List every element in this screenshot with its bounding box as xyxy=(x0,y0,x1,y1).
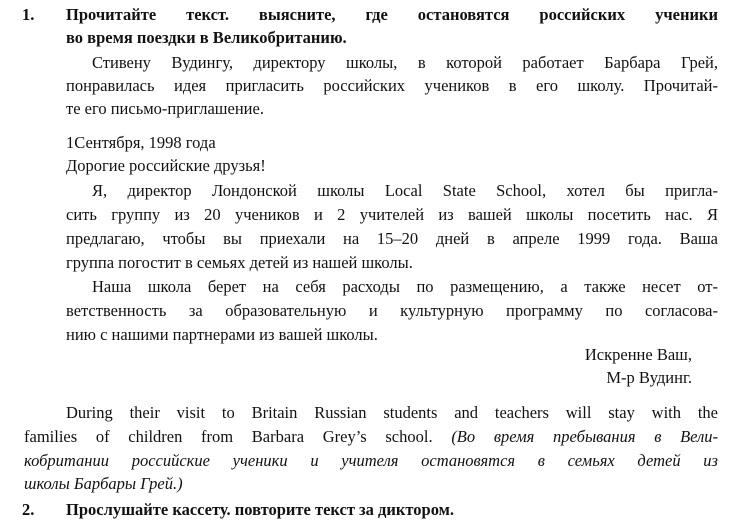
letter-p2-line1: Наша школа берет на себя расходы по размещению, а также несет от- xyxy=(92,277,718,296)
intro-line1: Стивену Вудингу, директору школы, в которой работает Барбара Грей, xyxy=(92,53,718,72)
letter-closing: Искренне Ваш, xyxy=(584,345,692,364)
answer-line2-english: families of children from Barbara Grey’s school. xyxy=(24,427,433,446)
intro-line3: те его письмо-приглашение. xyxy=(66,99,264,118)
answer-line2 xyxy=(24,426,718,447)
letter-p1-line4: группа погостит в семьях детей из нашей школы. xyxy=(66,253,413,272)
answer-line2-russian: (Во время пребывания в Вели- xyxy=(451,427,719,446)
answer-line3: кобритании российские ученики и учителя остановятся в семьях детей из xyxy=(24,451,718,470)
task2-title: Прослушайте кассету. повторите текст за диктором. xyxy=(66,500,455,519)
intro-line2: понравилась идея пригласить российских учеников в его школу. Прочитай- xyxy=(66,76,718,95)
task2-number: 2. xyxy=(22,500,35,519)
task1-number: 1. xyxy=(22,5,35,24)
letter-date: 1Сентября, 1998 года xyxy=(66,133,216,152)
letter-p1-line1: Я, директор Лондонской школы Local State School, хотел бы пригла- xyxy=(92,181,718,200)
letter-p1-line2: сить группу из 20 учеников и 2 учителей из вашей школы посетить нас. Я xyxy=(66,205,718,224)
letter-signature: М-р Вудинг. xyxy=(606,368,692,387)
letter-greeting: Дорогие российские друзья! xyxy=(66,156,266,175)
answer-line1: During their visit to Britain Russian students and teachers will stay with the xyxy=(66,403,718,422)
task1-title-line1: Прочитайте текст. выясните, где остановятся российских ученики xyxy=(66,5,718,24)
letter-p2-line3: нию с нашими партнерами из вашей школы. xyxy=(66,325,378,344)
letter-p2-line2: ветственность за образовательную и культурную программу по согласова- xyxy=(66,301,718,320)
answer-line4: школы Барбары Грей.) xyxy=(24,474,183,493)
task1-title-line2: во время поездки в Великобританию. xyxy=(66,28,347,47)
letter-p1-line3: предлагаю, чтобы вы приехали на 15–20 дней в апреле 1999 года. Ваша xyxy=(66,229,718,248)
